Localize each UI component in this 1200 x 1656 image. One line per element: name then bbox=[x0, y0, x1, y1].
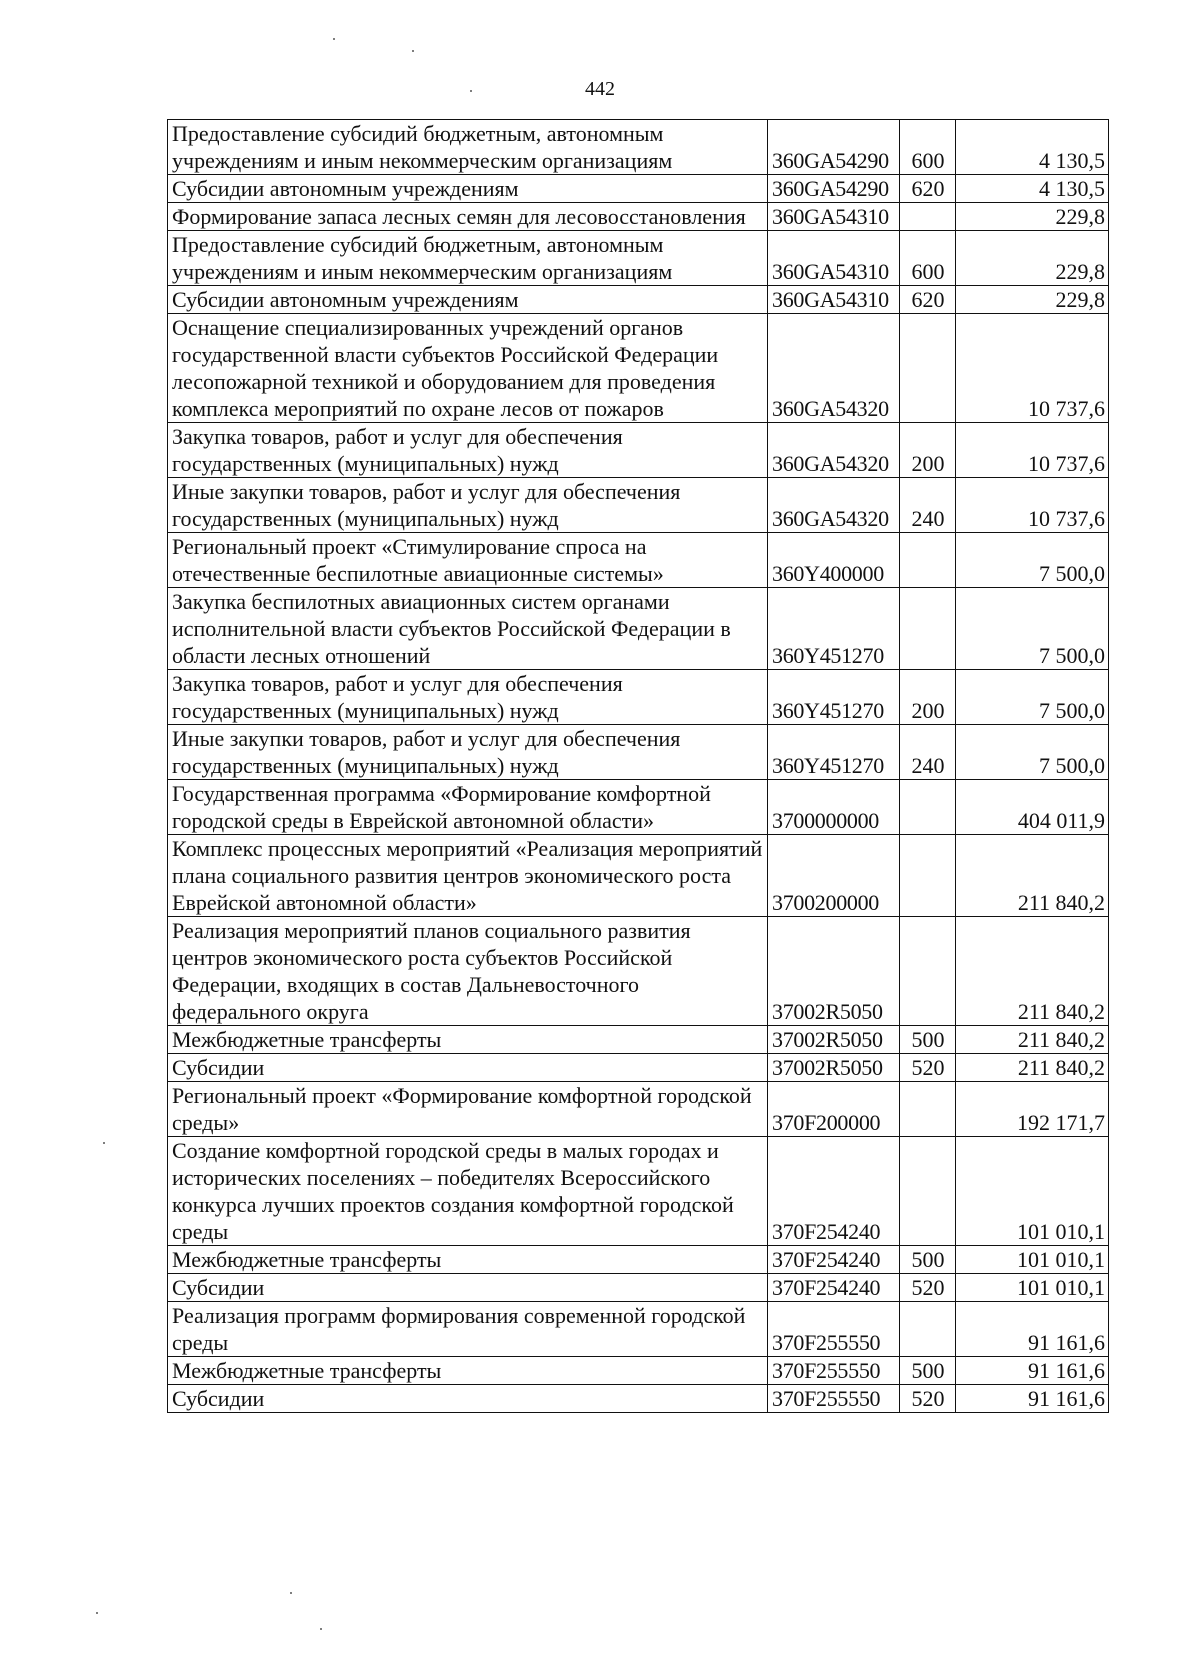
row-expense-type bbox=[900, 533, 956, 588]
row-code: 360GA54290 bbox=[768, 120, 900, 175]
row-amount: 4 130,5 bbox=[956, 175, 1109, 203]
table-row bbox=[168, 286, 1109, 314]
row-name: Субсидии bbox=[168, 1054, 768, 1082]
row-code: 370F254240 bbox=[768, 1137, 900, 1246]
table-row bbox=[168, 1302, 1109, 1357]
row-expense-type: 520 bbox=[900, 1274, 956, 1302]
row-expense-type bbox=[900, 1082, 956, 1137]
row-expense-type: 240 bbox=[900, 725, 956, 780]
scan-speck bbox=[103, 1142, 105, 1144]
row-amount: 4 130,5 bbox=[956, 120, 1109, 175]
row-amount: 229,8 bbox=[956, 231, 1109, 286]
row-expense-type: 520 bbox=[900, 1385, 956, 1413]
row-code: 360GA54320 bbox=[768, 314, 900, 423]
row-code: 360GA54290 bbox=[768, 175, 900, 203]
scan-speck bbox=[320, 1628, 322, 1630]
row-code: 370F255550 bbox=[768, 1302, 900, 1357]
row-expense-type: 600 bbox=[900, 231, 956, 286]
row-code: 37002R5050 bbox=[768, 1026, 900, 1054]
row-amount: 192 171,7 bbox=[956, 1082, 1109, 1137]
row-name: Создание комфортной городской среды в малых городах и исторических поселениях – победителях Всероссийского конкурса лучших проектов создания комфортной городской среды bbox=[168, 1137, 768, 1246]
row-name: Закупка беспилотных авиационных систем органами исполнительной власти субъектов Российской Федерации в области лесных отношений bbox=[168, 588, 768, 670]
row-name: Формирование запаса лесных семян для лесовосстановления bbox=[168, 203, 768, 231]
row-code: 37002R5050 bbox=[768, 1054, 900, 1082]
scan-speck bbox=[470, 90, 472, 92]
row-code: 3700200000 bbox=[768, 835, 900, 917]
row-name: Оснащение специализированных учреждений органов государственной власти субъектов Российской Федерации лесопожарной техникой и оборудованием для проведения комплекса мероприятий по охране лесов от пожаров bbox=[168, 314, 768, 423]
row-amount: 101 010,1 bbox=[956, 1246, 1109, 1274]
row-amount: 91 161,6 bbox=[956, 1385, 1109, 1413]
row-expense-type: 200 bbox=[900, 423, 956, 478]
row-name: Региональный проект «Формирование комфортной городской среды» bbox=[168, 1082, 768, 1137]
row-name: Субсидии bbox=[168, 1274, 768, 1302]
row-amount: 211 840,2 bbox=[956, 1026, 1109, 1054]
row-expense-type bbox=[900, 314, 956, 423]
row-expense-type: 520 bbox=[900, 1054, 956, 1082]
row-amount: 91 161,6 bbox=[956, 1357, 1109, 1385]
row-expense-type bbox=[900, 588, 956, 670]
row-code: 370F200000 bbox=[768, 1082, 900, 1137]
row-code: 370F254240 bbox=[768, 1246, 900, 1274]
row-code: 370F255550 bbox=[768, 1385, 900, 1413]
row-expense-type bbox=[900, 1137, 956, 1246]
table-row bbox=[168, 1137, 1109, 1246]
row-code: 360GA54320 bbox=[768, 478, 900, 533]
row-amount: 10 737,6 bbox=[956, 314, 1109, 423]
table-row bbox=[168, 1385, 1109, 1413]
row-amount: 91 161,6 bbox=[956, 1302, 1109, 1357]
row-expense-type bbox=[900, 1302, 956, 1357]
row-expense-type bbox=[900, 780, 956, 835]
table-row bbox=[168, 120, 1109, 175]
row-code: 360GA54310 bbox=[768, 286, 900, 314]
row-code: 360Y451270 bbox=[768, 725, 900, 780]
row-expense-type: 600 bbox=[900, 120, 956, 175]
row-expense-type: 620 bbox=[900, 175, 956, 203]
row-expense-type: 500 bbox=[900, 1357, 956, 1385]
row-name: Межбюджетные трансферты bbox=[168, 1026, 768, 1054]
budget-table-body bbox=[168, 120, 1109, 1413]
row-code: 360GA54310 bbox=[768, 203, 900, 231]
row-name: Закупка товаров, работ и услуг для обеспечения государственных (муниципальных) нужд bbox=[168, 670, 768, 725]
row-name: Межбюджетные трансферты bbox=[168, 1357, 768, 1385]
row-code: 360Y451270 bbox=[768, 670, 900, 725]
table-row bbox=[168, 1082, 1109, 1137]
row-expense-type bbox=[900, 203, 956, 231]
row-amount: 229,8 bbox=[956, 203, 1109, 231]
row-name: Реализация программ формирования современной городской среды bbox=[168, 1302, 768, 1357]
row-amount: 404 011,9 bbox=[956, 780, 1109, 835]
page-number: 442 bbox=[585, 78, 615, 100]
table-row bbox=[168, 1246, 1109, 1274]
table-row bbox=[168, 588, 1109, 670]
table-row bbox=[168, 231, 1109, 286]
table-row bbox=[168, 203, 1109, 231]
table-row bbox=[168, 423, 1109, 478]
row-expense-type: 200 bbox=[900, 670, 956, 725]
row-expense-type: 240 bbox=[900, 478, 956, 533]
row-code: 370F254240 bbox=[768, 1274, 900, 1302]
table-row bbox=[168, 670, 1109, 725]
row-amount: 10 737,6 bbox=[956, 478, 1109, 533]
row-amount: 7 500,0 bbox=[956, 588, 1109, 670]
row-amount: 101 010,1 bbox=[956, 1137, 1109, 1246]
row-amount: 7 500,0 bbox=[956, 670, 1109, 725]
table-row bbox=[168, 780, 1109, 835]
row-expense-type bbox=[900, 917, 956, 1026]
scan-speck bbox=[333, 38, 335, 40]
row-amount: 7 500,0 bbox=[956, 533, 1109, 588]
row-name: Реализация мероприятий планов социального развития центров экономического роста субъектов Российской Федерации, входящих в состав Дальневосточного федерального округа bbox=[168, 917, 768, 1026]
row-name: Предоставление субсидий бюджетным, автономным учреждениям и иным некоммерческим организациям bbox=[168, 120, 768, 175]
row-expense-type: 620 bbox=[900, 286, 956, 314]
row-expense-type bbox=[900, 835, 956, 917]
row-name: Субсидии автономным учреждениям bbox=[168, 175, 768, 203]
row-amount: 211 840,2 bbox=[956, 835, 1109, 917]
table-row bbox=[168, 1274, 1109, 1302]
scan-speck bbox=[290, 1592, 292, 1594]
row-name: Субсидии bbox=[168, 1385, 768, 1413]
table-row bbox=[168, 1357, 1109, 1385]
row-code: 360GA54310 bbox=[768, 231, 900, 286]
row-code: 360Y400000 bbox=[768, 533, 900, 588]
row-amount: 211 840,2 bbox=[956, 1054, 1109, 1082]
table-row bbox=[168, 1026, 1109, 1054]
row-code: 3700000000 bbox=[768, 780, 900, 835]
row-amount: 101 010,1 bbox=[956, 1274, 1109, 1302]
scan-speck bbox=[412, 50, 414, 52]
row-amount: 211 840,2 bbox=[956, 917, 1109, 1026]
row-code: 370F255550 bbox=[768, 1357, 900, 1385]
row-expense-type: 500 bbox=[900, 1026, 956, 1054]
table-row bbox=[168, 478, 1109, 533]
row-amount: 10 737,6 bbox=[956, 423, 1109, 478]
row-name: Субсидии автономным учреждениям bbox=[168, 286, 768, 314]
table-row bbox=[168, 835, 1109, 917]
table-row bbox=[168, 725, 1109, 780]
row-name: Иные закупки товаров, работ и услуг для обеспечения государственных (муниципальных) нужд bbox=[168, 478, 768, 533]
budget-table bbox=[167, 119, 1109, 1413]
table-row bbox=[168, 314, 1109, 423]
table-row bbox=[168, 175, 1109, 203]
row-name: Государственная программа «Формирование комфортной городской среды в Еврейской автономной области» bbox=[168, 780, 768, 835]
row-name: Предоставление субсидий бюджетным, автономным учреждениям и иным некоммерческим организациям bbox=[168, 231, 768, 286]
row-code: 37002R5050 bbox=[768, 917, 900, 1026]
row-code: 360GA54320 bbox=[768, 423, 900, 478]
row-name: Иные закупки товаров, работ и услуг для обеспечения государственных (муниципальных) нужд bbox=[168, 725, 768, 780]
scan-speck bbox=[96, 1612, 98, 1614]
row-name: Закупка товаров, работ и услуг для обеспечения государственных (муниципальных) нужд bbox=[168, 423, 768, 478]
table-row bbox=[168, 917, 1109, 1026]
row-name: Комплекс процессных мероприятий «Реализация мероприятий плана социального развития центров экономического роста Еврейской автономной области» bbox=[168, 835, 768, 917]
row-name: Региональный проект «Стимулирование спроса на отечественные беспилотные авиационные системы» bbox=[168, 533, 768, 588]
row-code: 360Y451270 bbox=[768, 588, 900, 670]
row-amount: 229,8 bbox=[956, 286, 1109, 314]
row-expense-type: 500 bbox=[900, 1246, 956, 1274]
table-row bbox=[168, 533, 1109, 588]
table-row bbox=[168, 1054, 1109, 1082]
row-name: Межбюджетные трансферты bbox=[168, 1246, 768, 1274]
row-amount: 7 500,0 bbox=[956, 725, 1109, 780]
